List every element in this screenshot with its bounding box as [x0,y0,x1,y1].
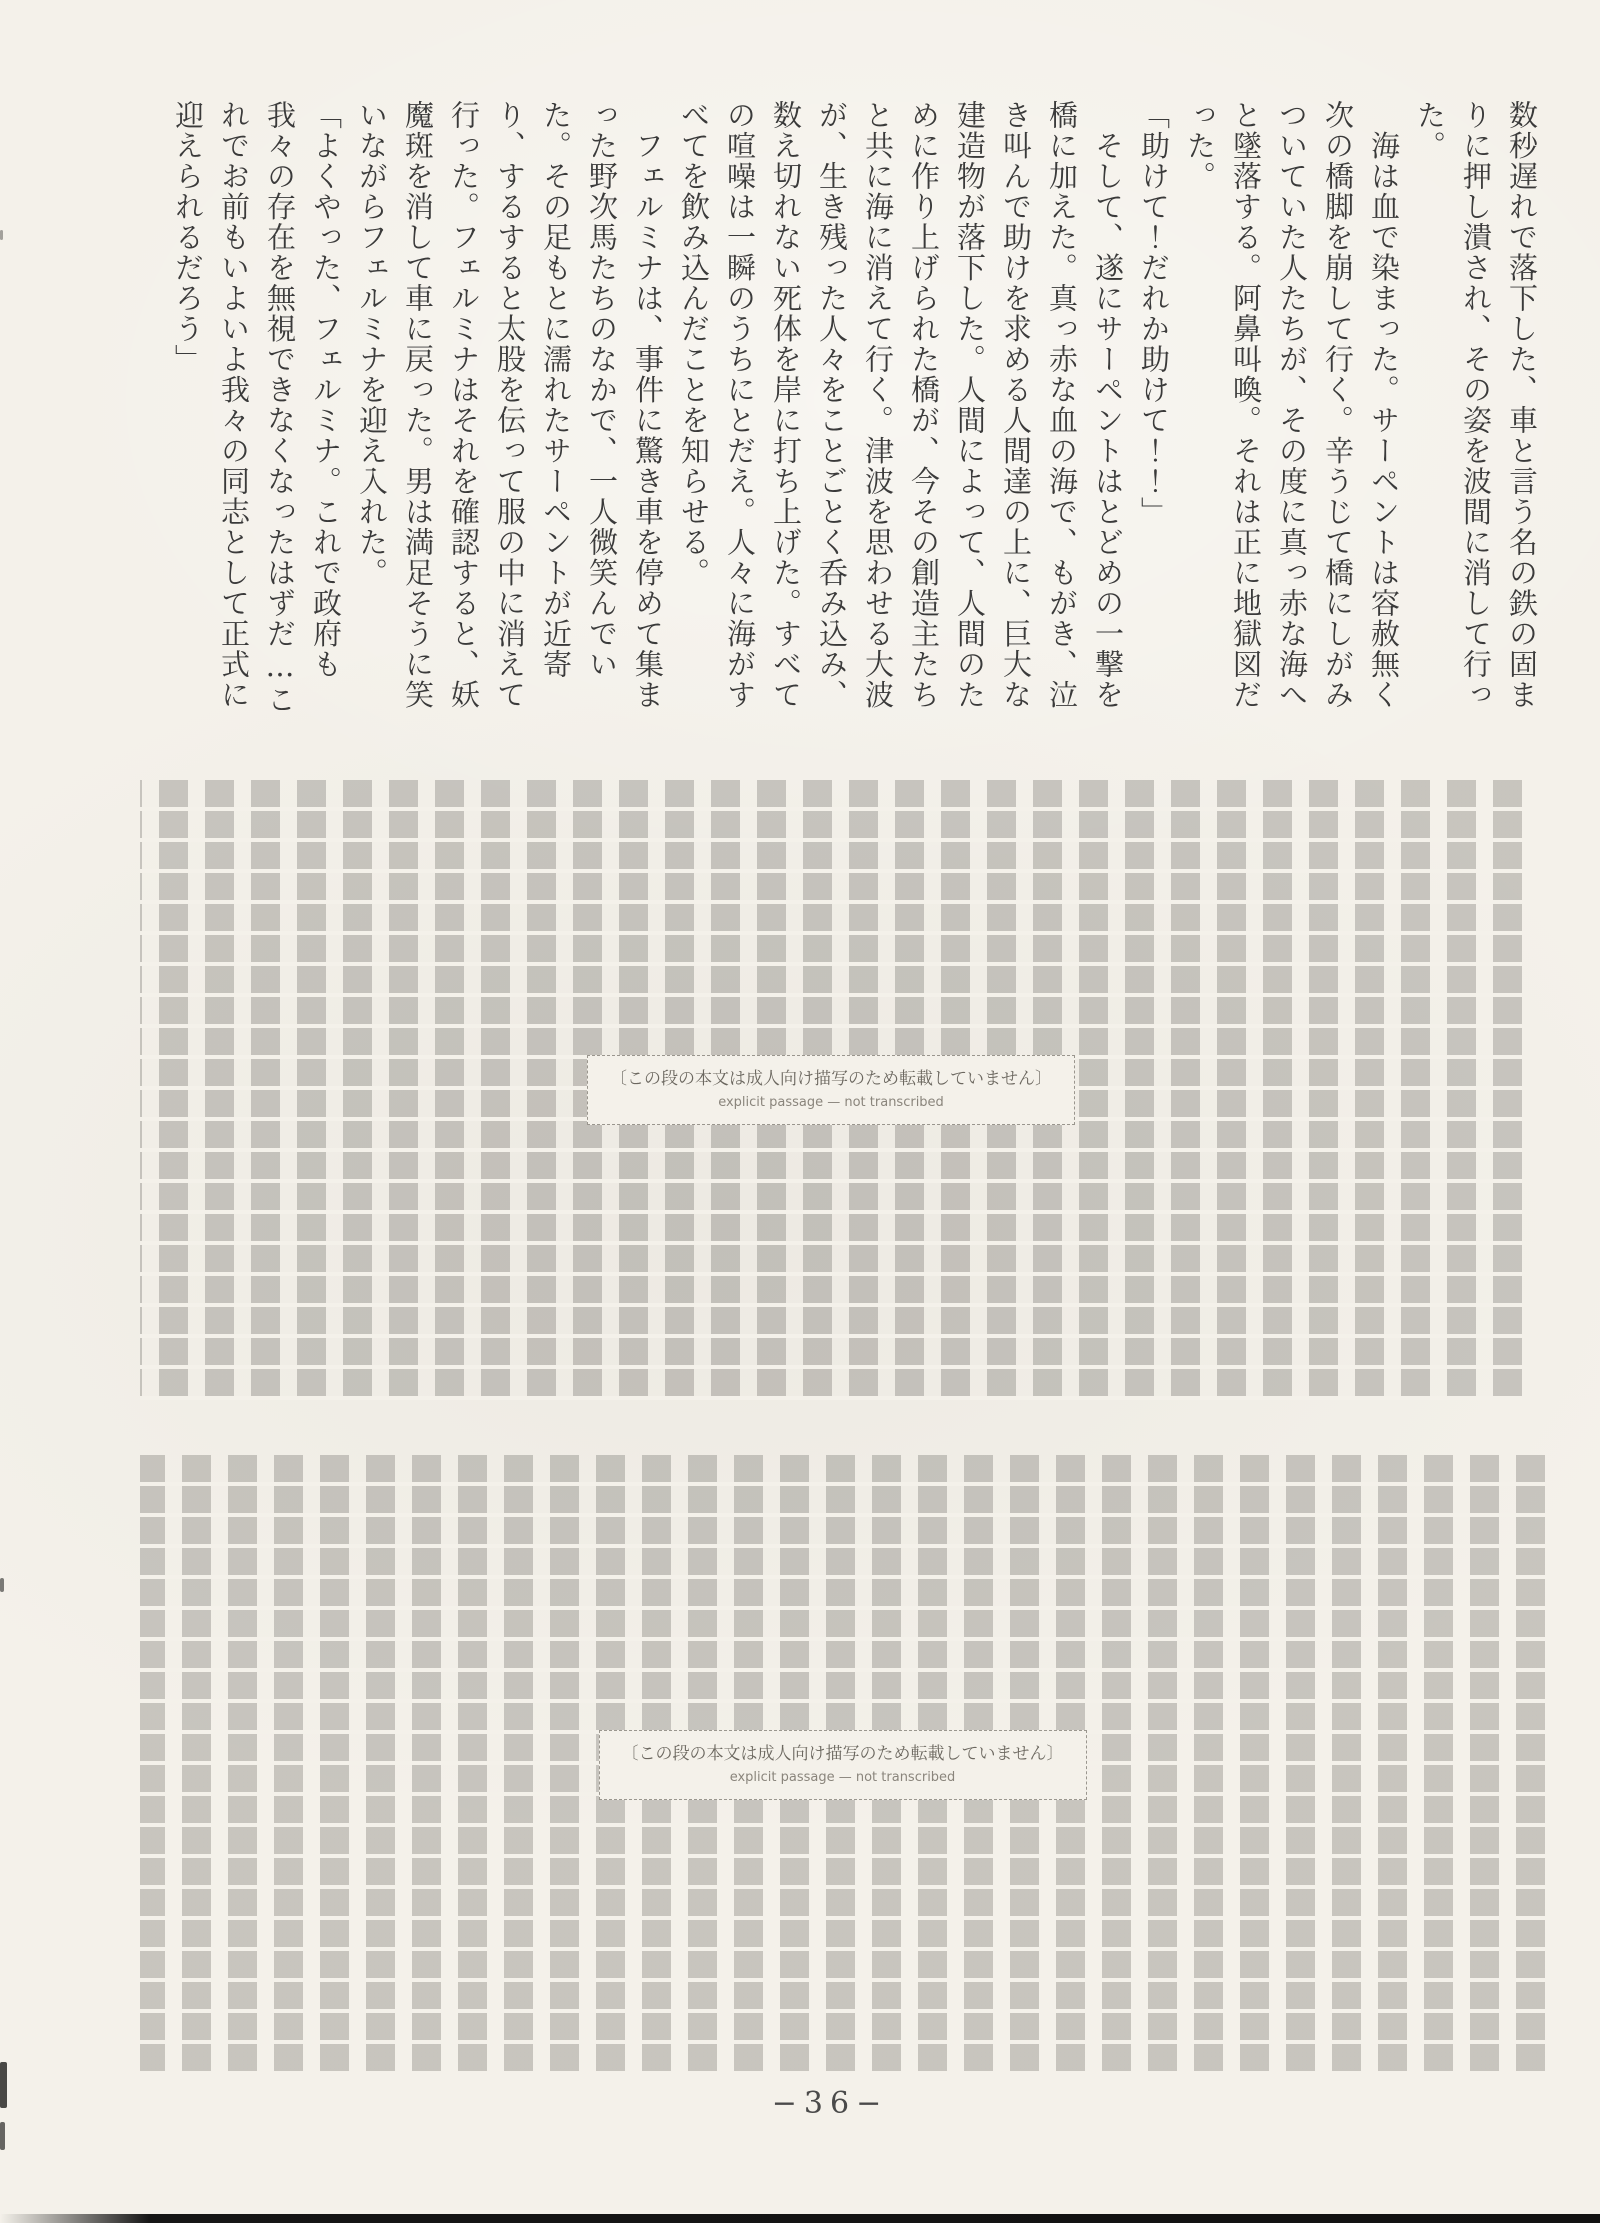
scan-speck [0,2062,7,2108]
scan-speck [0,230,3,240]
scan-edge-bar [0,2214,1600,2223]
paragraph: 「よくやった、フェルミナ。これで政府も我々の存在を無視できなくなったはずだ…これでお前もいよいよ我々の同志として正式に迎えられるだろう」 [171,100,343,715]
redaction-notice-en: explicit passage — not transcribed [718,1095,944,1111]
redaction-notice [587,1055,1075,1125]
scan-speck [0,2122,5,2150]
redaction-notice-jp: 〔この段の本文は成人向け描写のため転載していません〕 [610,1069,1052,1090]
paragraph: そして、遂にサーペントはとどめの一撃を橋に加えた。真っ赤な血の海で、もがき、泣き叫んで助けを求める人間達の上に、巨大な建造物が落下した。人間によって、人間のために作り上げられた橋が、今その創造主たちと共に海に消えて行く。津波を思わせる大波が、生き残った人々をことごとく呑み込み、数え切れない死体を岸に打ち上げた。すべての喧噪は一瞬のうちにとだえ。人々に海がすべてを飲み込んだことを知らせる。 [677,100,1125,710]
text-block-top [145,100,1545,722]
page-number: −36− [771,2086,889,2121]
redaction-notice [599,1730,1087,1800]
redacted-text-block-middle [140,780,1522,1400]
scan-speck [0,1578,4,1592]
redaction-notice-en: explicit passage — not transcribed [729,1770,956,1786]
paragraph: 海は血で染まった。サーペントは容赦無く次の橋脚を崩して行く。辛うじて橋にしがみついていた人たちが、その度に真っ赤な海へと墜落する。阿鼻叫喚。それは正に地獄図だった。 [1183,100,1401,710]
paragraph: フェルミナは、事件に驚き車を停めて集まった野次馬たちのなかで、一人微笑んでいた。その足もとに濡れたサーペントが近寄り、するすると太股を伝って服の中に消えて行った。フェルミナはそれを確認すると、妖魔斑を消して車に戻った。男は満足そうに笑いながらフェルミナを迎え入れた。 [355,100,665,710]
paragraph: 「助けて！だれか助けて！！」 [1137,100,1171,527]
redacted-text-block-bottom [140,1455,1545,2075]
paragraph: 数秒遅れで落下した、車と言う名の鉄の固まりに押し潰され、その姿を波間に消して行った。 [1413,100,1539,710]
redaction-notice-jp: 〔この段の本文は成人向け描写のため転載していません〕 [621,1744,1064,1765]
